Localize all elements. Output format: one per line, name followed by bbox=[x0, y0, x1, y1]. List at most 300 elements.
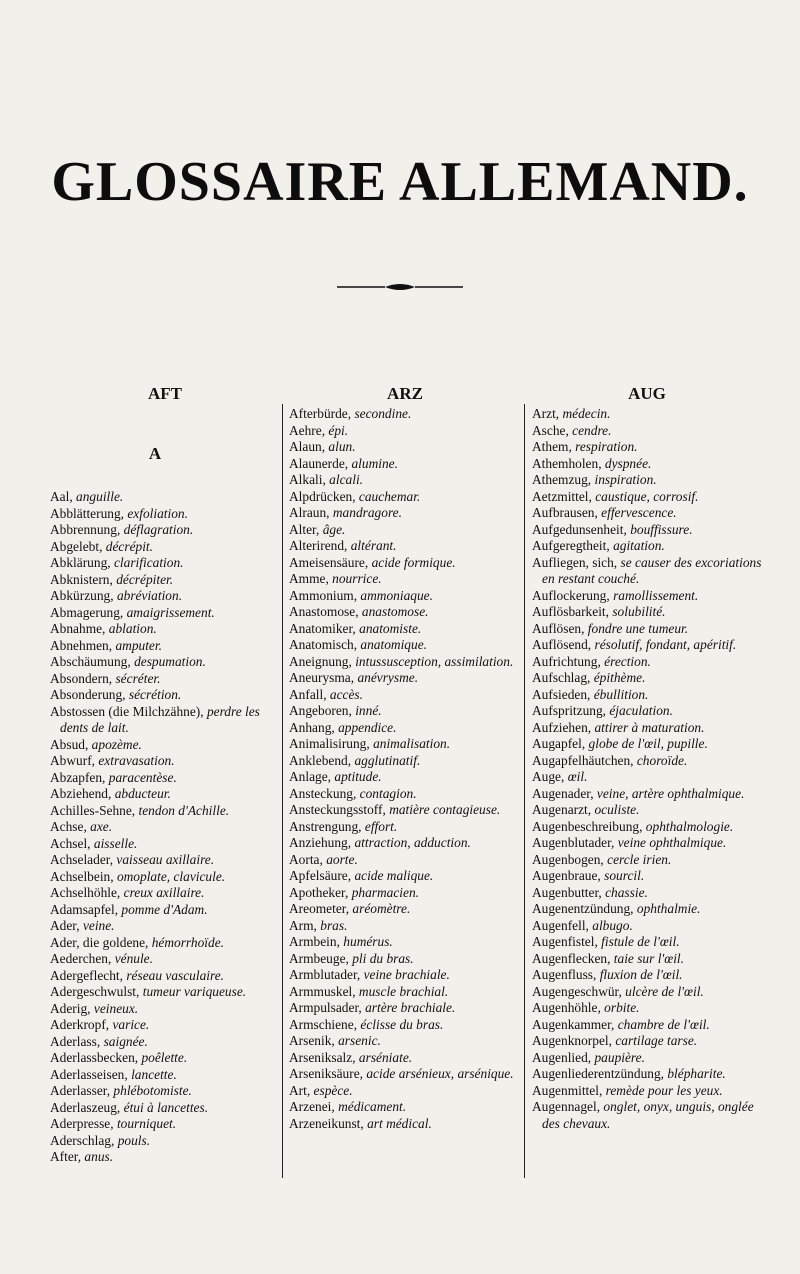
entry-term: Arsenik, bbox=[289, 1033, 339, 1048]
entry-term: Augenfluss, bbox=[532, 967, 600, 982]
entry-definition: intussusception, assimilation. bbox=[355, 653, 514, 669]
glossary-entry bbox=[532, 1033, 772, 1050]
entry-term: Augenbraue, bbox=[532, 868, 605, 883]
entry-definition: pli du bras. bbox=[352, 950, 414, 966]
glossary-entry bbox=[289, 423, 521, 440]
glossary-entry bbox=[50, 918, 280, 935]
glossary-entry bbox=[50, 869, 280, 886]
glossary-entry bbox=[289, 489, 521, 506]
glossary-entry bbox=[289, 918, 521, 935]
glossary-entry bbox=[532, 1017, 772, 1034]
entry-definition: taie sur l'œil. bbox=[613, 950, 684, 966]
entry-term: Aufbrausen, bbox=[532, 505, 602, 520]
entry-term: Abwurf, bbox=[50, 753, 99, 768]
entry-term: Abnehmen, bbox=[50, 637, 116, 653]
entry-term: Alaun, bbox=[289, 439, 329, 454]
entry-definition: acide arsénieux, arsénique. bbox=[366, 1066, 514, 1081]
entry-term: Absud, bbox=[50, 736, 92, 752]
entry-term: Animalisirung, bbox=[289, 736, 374, 751]
entry-term: Aetzmittel, bbox=[532, 488, 596, 504]
entry-term: Armpulsader, bbox=[289, 1000, 366, 1015]
entry-term: Armbein, bbox=[289, 934, 344, 949]
entry-definition: fistule de l'œil. bbox=[601, 934, 680, 949]
entry-term: Augenlied, bbox=[532, 1049, 595, 1065]
entry-definition: cendre. bbox=[572, 422, 612, 438]
glossary-entry bbox=[532, 654, 772, 671]
glossary-entry bbox=[532, 967, 772, 984]
glossary-entry bbox=[289, 670, 521, 687]
entry-term: Anastomose, bbox=[289, 604, 362, 619]
entry-definition: arséniate. bbox=[358, 1049, 413, 1065]
entry-term: Auflösend, bbox=[532, 637, 595, 652]
glossary-entry bbox=[50, 770, 280, 787]
entry-term: Abblätterung, bbox=[50, 505, 128, 521]
entry-definition: attirer à maturation. bbox=[594, 719, 705, 735]
entry-definition: animalisation. bbox=[373, 736, 451, 751]
entry-definition: éjaculation. bbox=[609, 703, 673, 718]
glossary-entry bbox=[289, 934, 521, 951]
entry-definition: abducteur. bbox=[114, 786, 171, 801]
glossary-entry bbox=[532, 670, 772, 687]
glossary-entry bbox=[532, 835, 772, 852]
entry-definition: veine ophthalmique. bbox=[617, 835, 727, 850]
glossary-entry bbox=[532, 555, 772, 588]
entry-definition: agglutinatif. bbox=[354, 752, 421, 768]
entry-definition: érection. bbox=[604, 653, 651, 669]
entry-term: Arm, bbox=[289, 917, 321, 933]
entry-term: Anziehung, bbox=[289, 835, 355, 850]
entry-term: Arzenei, bbox=[289, 1099, 339, 1114]
entry-term: Aneignung, bbox=[289, 653, 356, 669]
glossary-entry bbox=[289, 439, 521, 456]
entry-term: Aderpresse, bbox=[50, 1116, 117, 1131]
glossary-entry bbox=[50, 1034, 280, 1051]
entry-term: Augenmittel, bbox=[532, 1082, 606, 1098]
glossary-entry bbox=[50, 687, 280, 704]
entry-definition: ophthalmie. bbox=[636, 901, 701, 916]
entry-definition: pouls. bbox=[117, 1132, 151, 1148]
entry-definition: veine, artère ophthalmique. bbox=[596, 785, 745, 801]
entry-definition: sécréter. bbox=[115, 670, 161, 686]
entry-term: Armbeuge, bbox=[289, 950, 353, 966]
entry-definition: dyspnée. bbox=[604, 455, 652, 471]
glossary-entry bbox=[50, 1001, 280, 1018]
entry-definition: matière contagieuse. bbox=[389, 802, 501, 817]
entry-term: Ameisensäure, bbox=[289, 554, 372, 570]
glossary-entry bbox=[50, 753, 280, 770]
glossary-entry bbox=[289, 720, 521, 737]
glossary-entry bbox=[532, 522, 772, 539]
glossary-entry bbox=[289, 456, 521, 473]
glossary-entry bbox=[289, 654, 521, 671]
glossary-entry bbox=[50, 836, 280, 853]
glossary-entry bbox=[50, 654, 280, 671]
glossary-entry bbox=[289, 522, 521, 539]
entry-definition: omoplate, clavicule. bbox=[116, 868, 226, 884]
entry-definition: épi. bbox=[328, 422, 349, 438]
glossary-entry bbox=[289, 637, 521, 654]
entry-definition: ophthalmologie. bbox=[645, 818, 734, 834]
page-title: GLOSSAIRE ALLEMAND. bbox=[51, 151, 749, 213]
glossary-entry bbox=[289, 1017, 521, 1034]
entry-definition: ammoniaque. bbox=[360, 587, 433, 603]
entry-definition: apozème. bbox=[91, 736, 142, 752]
glossary-entry bbox=[532, 720, 772, 737]
glossary-entry bbox=[532, 489, 772, 506]
entry-definition: déflagration. bbox=[123, 522, 194, 537]
glossary-entry bbox=[532, 406, 772, 423]
glossary-entry bbox=[289, 472, 521, 489]
entry-term: After, bbox=[50, 1149, 85, 1164]
entry-definition: fondre une tumeur. bbox=[587, 620, 689, 636]
glossary-entry bbox=[532, 753, 772, 770]
entry-term: Anklebend, bbox=[289, 752, 355, 768]
entry-term: Abbrennung, bbox=[50, 522, 124, 537]
entry-definition: médicament. bbox=[338, 1099, 407, 1114]
glossary-entry bbox=[50, 819, 280, 836]
entry-term: Auflösen, bbox=[532, 620, 588, 636]
entry-term: Augenentzündung, bbox=[532, 901, 637, 916]
glossary-entry bbox=[50, 621, 280, 638]
entry-term: Augenhöhle, bbox=[532, 1000, 605, 1015]
column-header-2: ARZ bbox=[387, 384, 423, 403]
entry-term: Arseniksalz, bbox=[289, 1049, 359, 1065]
glossary-entry bbox=[289, 621, 521, 638]
entry-term: Augenknorpel, bbox=[532, 1033, 616, 1048]
entry-definition: humérus. bbox=[343, 934, 393, 949]
entry-term: Augenfell, bbox=[532, 917, 593, 933]
entry-term: Alkali, bbox=[289, 472, 330, 487]
entry-definition: œil. bbox=[567, 769, 588, 784]
entry-term: Absonderung, bbox=[50, 687, 129, 702]
glossary-entry bbox=[289, 703, 521, 720]
entry-definition: effervescence. bbox=[601, 505, 677, 520]
entry-definition: amputer. bbox=[115, 637, 162, 653]
glossary-entry bbox=[50, 539, 280, 556]
entry-definition: sourcil. bbox=[604, 868, 645, 883]
entry-definition: pharmacien. bbox=[351, 884, 420, 900]
entry-definition: lancette. bbox=[131, 1066, 177, 1082]
glossary-entry bbox=[50, 984, 280, 1001]
entry-term: Amme, bbox=[289, 571, 333, 586]
entry-definition: chassie. bbox=[605, 884, 648, 900]
glossary-entry bbox=[50, 605, 280, 622]
glossary-entry bbox=[289, 769, 521, 786]
entry-definition: acide formique. bbox=[371, 554, 456, 570]
entry-definition: fluxion de l'œil. bbox=[599, 967, 683, 982]
entry-definition: muscle brachial. bbox=[358, 983, 449, 999]
entry-term: Arzt, bbox=[532, 406, 563, 421]
entry-term: Aufziehen, bbox=[532, 719, 595, 735]
glossary-entry bbox=[532, 423, 772, 440]
entry-definition: sécrétion. bbox=[128, 687, 182, 702]
entry-term: Augenliederentzündung, bbox=[532, 1066, 668, 1081]
entry-term: Aufsieden, bbox=[532, 686, 594, 702]
glossary-entry bbox=[289, 555, 521, 572]
glossary-entry bbox=[532, 456, 772, 473]
entry-term: Armschiene, bbox=[289, 1016, 361, 1032]
entry-term: Aufliegen, sich, bbox=[532, 554, 621, 570]
entry-definition: épithème. bbox=[593, 670, 646, 685]
entry-term: Absondern, bbox=[50, 670, 116, 686]
glossary-entry bbox=[50, 786, 280, 803]
glossary-entry bbox=[50, 704, 280, 737]
glossary-entry bbox=[50, 522, 280, 539]
entry-term: Arzeneikunst, bbox=[289, 1115, 368, 1131]
glossary-entry bbox=[532, 703, 772, 720]
entry-term: Augenbeschreibung, bbox=[532, 818, 646, 834]
entry-term: Anfall, bbox=[289, 686, 330, 702]
entry-definition: caustique, corrosif. bbox=[595, 488, 699, 504]
entry-definition: perdre les dents de lait. bbox=[60, 703, 260, 735]
entry-term: Augenader, bbox=[532, 785, 597, 801]
glossary-entry bbox=[532, 505, 772, 522]
entry-definition: altérant. bbox=[350, 538, 397, 553]
glossary-entry bbox=[289, 852, 521, 869]
glossary-entry bbox=[50, 1050, 280, 1067]
glossary-entry bbox=[532, 472, 772, 489]
glossary-entry bbox=[289, 885, 521, 902]
entry-definition: tumeur variqueuse. bbox=[142, 984, 247, 999]
entry-definition: globe de l'œil, pupille. bbox=[588, 736, 708, 751]
glossary-entry bbox=[289, 868, 521, 885]
glossary-entry bbox=[50, 1067, 280, 1084]
entry-definition: solubilité. bbox=[612, 604, 666, 619]
entry-definition: effort. bbox=[364, 818, 398, 834]
entry-definition: anévrysme. bbox=[357, 670, 419, 685]
glossary-entry bbox=[532, 637, 772, 654]
entry-term: Augenarzt, bbox=[532, 802, 595, 817]
glossary-entry bbox=[289, 819, 521, 836]
entry-definition: aréomètre. bbox=[352, 901, 411, 916]
entry-definition: mandragore. bbox=[332, 505, 402, 520]
glossary-entry bbox=[532, 736, 772, 753]
glossary-entry bbox=[289, 588, 521, 605]
entry-definition: paracentèse. bbox=[108, 769, 177, 785]
entry-term: Apfelsäure, bbox=[289, 868, 355, 883]
entry-definition: secondine. bbox=[354, 406, 412, 421]
entry-definition: veineux. bbox=[93, 1000, 139, 1016]
entry-definition: oculiste. bbox=[594, 802, 640, 817]
glossary-entry bbox=[289, 1033, 521, 1050]
entry-definition: alcali. bbox=[329, 472, 364, 487]
entry-definition: veine. bbox=[82, 918, 115, 933]
entry-term: Alraun, bbox=[289, 505, 333, 520]
glossary-entry bbox=[532, 901, 772, 918]
entry-definition: remède pour les yeux. bbox=[605, 1082, 723, 1098]
glossary-entry bbox=[532, 885, 772, 902]
glossary-entry bbox=[289, 1066, 521, 1083]
glossary-entry bbox=[289, 687, 521, 704]
entry-definition: nourrice. bbox=[332, 571, 382, 586]
entry-term: Achselader, bbox=[50, 852, 117, 867]
entry-term: Aufspritzung, bbox=[532, 703, 610, 718]
entry-term: Augenbogen, bbox=[532, 851, 608, 867]
entry-term: Abgelebt, bbox=[50, 538, 106, 554]
glossary-entry bbox=[289, 1116, 521, 1133]
glossary-entry bbox=[289, 571, 521, 588]
entry-term: Armmuskel, bbox=[289, 983, 359, 999]
glossary-entry bbox=[289, 1083, 521, 1100]
glossary-entry bbox=[532, 1066, 772, 1083]
entry-term: Abschäumung, bbox=[50, 654, 135, 669]
glossary-entry bbox=[50, 555, 280, 572]
entry-definition: inspiration. bbox=[594, 472, 657, 487]
entry-definition: art médical. bbox=[367, 1115, 432, 1131]
glossary-entry bbox=[50, 885, 280, 902]
entry-definition: se causer des excoriations en restant couché. bbox=[542, 554, 762, 586]
glossary-entry bbox=[289, 406, 521, 423]
glossary-entry bbox=[50, 1149, 280, 1166]
entry-definition: orbite. bbox=[604, 1000, 640, 1015]
entry-definition: cauchemar. bbox=[358, 488, 421, 504]
entry-term: Aufrichtung, bbox=[532, 653, 605, 669]
entry-term: Anlage, bbox=[289, 769, 335, 784]
glossary-entry bbox=[50, 852, 280, 869]
entry-definition: veine brachiale. bbox=[363, 967, 450, 982]
entry-term: Alpdrücken, bbox=[289, 488, 359, 504]
entry-definition: espèce. bbox=[313, 1082, 353, 1098]
glossary-entry bbox=[289, 967, 521, 984]
entry-term: Achsel, bbox=[50, 835, 94, 851]
entry-definition: inné. bbox=[355, 703, 382, 718]
entry-term: Achselbein, bbox=[50, 868, 117, 884]
entry-term: Aderschlag, bbox=[50, 1132, 118, 1148]
entry-definition: bouffissure. bbox=[630, 521, 693, 537]
entry-definition: axe. bbox=[90, 819, 113, 834]
entry-term: Abstossen (die Milchzähne), bbox=[50, 703, 207, 719]
glossary-entry bbox=[289, 736, 521, 753]
entry-term: Aederchen, bbox=[50, 951, 115, 966]
entry-term: Augenbutter, bbox=[532, 884, 606, 900]
glossary-entry bbox=[532, 621, 772, 638]
entry-definition: extravasation. bbox=[98, 753, 175, 768]
entry-definition: tendon d'Achille. bbox=[138, 802, 230, 818]
glossary-entry bbox=[50, 1116, 280, 1133]
entry-term: Abziehend, bbox=[50, 786, 115, 801]
entry-term: Aderlass, bbox=[50, 1033, 104, 1049]
entry-term: Augennagel, bbox=[532, 1099, 604, 1114]
entry-term: Anhang, bbox=[289, 719, 339, 735]
entry-term: Areometer, bbox=[289, 901, 353, 916]
entry-term: Aderlaszeug, bbox=[50, 1099, 124, 1115]
glossary-entry bbox=[532, 1000, 772, 1017]
entry-term: Athem, bbox=[532, 439, 576, 454]
glossary-entry bbox=[532, 852, 772, 869]
entry-definition: exfoliation. bbox=[127, 505, 188, 521]
glossary-entry bbox=[50, 902, 280, 919]
entry-definition: varice. bbox=[112, 1017, 150, 1032]
entry-definition: aptitude. bbox=[334, 769, 382, 784]
entry-definition: ébullition. bbox=[593, 686, 649, 702]
entry-term: Aneurysma, bbox=[289, 670, 358, 685]
entry-definition: bras. bbox=[320, 917, 348, 933]
entry-term: Aderlasseisen, bbox=[50, 1066, 132, 1082]
entry-term: Aal, bbox=[50, 489, 77, 504]
entry-term: Anstrengung, bbox=[289, 818, 365, 834]
entry-term: Art, bbox=[289, 1082, 314, 1098]
entry-term: Ansteckungsstoff, bbox=[289, 802, 390, 817]
entry-definition: hémorrhoïde. bbox=[151, 934, 225, 950]
glossary-entry bbox=[50, 935, 280, 952]
glossary-entry bbox=[50, 489, 280, 506]
glossary-column-3 bbox=[532, 406, 772, 1132]
entry-definition: vaisseau axillaire. bbox=[116, 852, 215, 867]
entry-term: Athemholen, bbox=[532, 455, 605, 471]
entry-definition: décrépiter. bbox=[116, 571, 174, 587]
glossary-entry bbox=[532, 1083, 772, 1100]
glossary-entry bbox=[532, 868, 772, 885]
entry-term: Abkürzung, bbox=[50, 588, 117, 603]
column-header-3: AUG bbox=[628, 384, 666, 403]
glossary-entry bbox=[289, 538, 521, 555]
entry-definition: alun. bbox=[328, 439, 356, 454]
entry-definition: blépharite. bbox=[667, 1066, 726, 1081]
glossary-entry bbox=[50, 588, 280, 605]
glossary-column-1 bbox=[50, 489, 280, 1166]
glossary-entry bbox=[50, 737, 280, 754]
glossary-entry bbox=[289, 1000, 521, 1017]
entry-term: Augapfel, bbox=[532, 736, 589, 751]
glossary-entry bbox=[289, 802, 521, 819]
glossary-entry bbox=[50, 803, 280, 820]
glossary-entry bbox=[289, 1099, 521, 1116]
entry-term: Aufgeregtheit, bbox=[532, 538, 614, 553]
entry-definition: abréviation. bbox=[116, 588, 183, 603]
entry-term: Abzapfen, bbox=[50, 769, 109, 785]
glossary-entry bbox=[532, 769, 772, 786]
entry-term: Augenflecken, bbox=[532, 950, 614, 966]
entry-definition: onglet, onyx, unguis, onglée des chevaux. bbox=[542, 1099, 754, 1131]
glossary-entry bbox=[532, 802, 772, 819]
glossary-entry bbox=[532, 1099, 772, 1132]
glossary-entry bbox=[289, 901, 521, 918]
entry-term: Arseniksäure, bbox=[289, 1066, 367, 1081]
section-letter: A bbox=[148, 444, 162, 463]
glossary-entry bbox=[289, 835, 521, 852]
entry-term: Aorta, bbox=[289, 851, 327, 867]
entry-term: Aehre, bbox=[289, 422, 329, 438]
glossary-entry bbox=[532, 984, 772, 1001]
entry-definition: attraction, adduction. bbox=[354, 835, 471, 850]
glossary-entry bbox=[50, 638, 280, 655]
entry-term: Ansteckung, bbox=[289, 785, 360, 801]
entry-definition: accès. bbox=[329, 686, 363, 702]
entry-definition: contagion. bbox=[359, 785, 417, 801]
entry-term: Alaunerde, bbox=[289, 455, 352, 471]
entry-term: Alterirend, bbox=[289, 538, 351, 553]
entry-term: Augenkammer, bbox=[532, 1016, 618, 1032]
entry-term: Alter, bbox=[289, 521, 323, 537]
entry-definition: anastomose. bbox=[361, 604, 429, 619]
entry-definition: paupière. bbox=[594, 1049, 645, 1065]
entry-definition: acide malique. bbox=[354, 868, 434, 883]
entry-definition: réseau vasculaire. bbox=[126, 967, 225, 983]
entry-definition: ablation. bbox=[108, 621, 157, 636]
entry-term: Ader, die goldene, bbox=[50, 934, 152, 950]
entry-definition: clarification. bbox=[113, 555, 184, 570]
entry-definition: ulcère de l'œil. bbox=[625, 983, 704, 999]
entry-term: Aderig, bbox=[50, 1000, 94, 1016]
entry-definition: chambre de l'œil. bbox=[617, 1016, 710, 1032]
entry-definition: alumine. bbox=[351, 455, 398, 471]
entry-definition: agitation. bbox=[613, 538, 665, 553]
entry-term: Augapfelhäutchen, bbox=[532, 752, 637, 768]
entry-term: Armblutader, bbox=[289, 967, 364, 982]
glossary-entry bbox=[50, 506, 280, 523]
entry-term: Abknistern, bbox=[50, 571, 117, 587]
glossary-entry bbox=[532, 439, 772, 456]
